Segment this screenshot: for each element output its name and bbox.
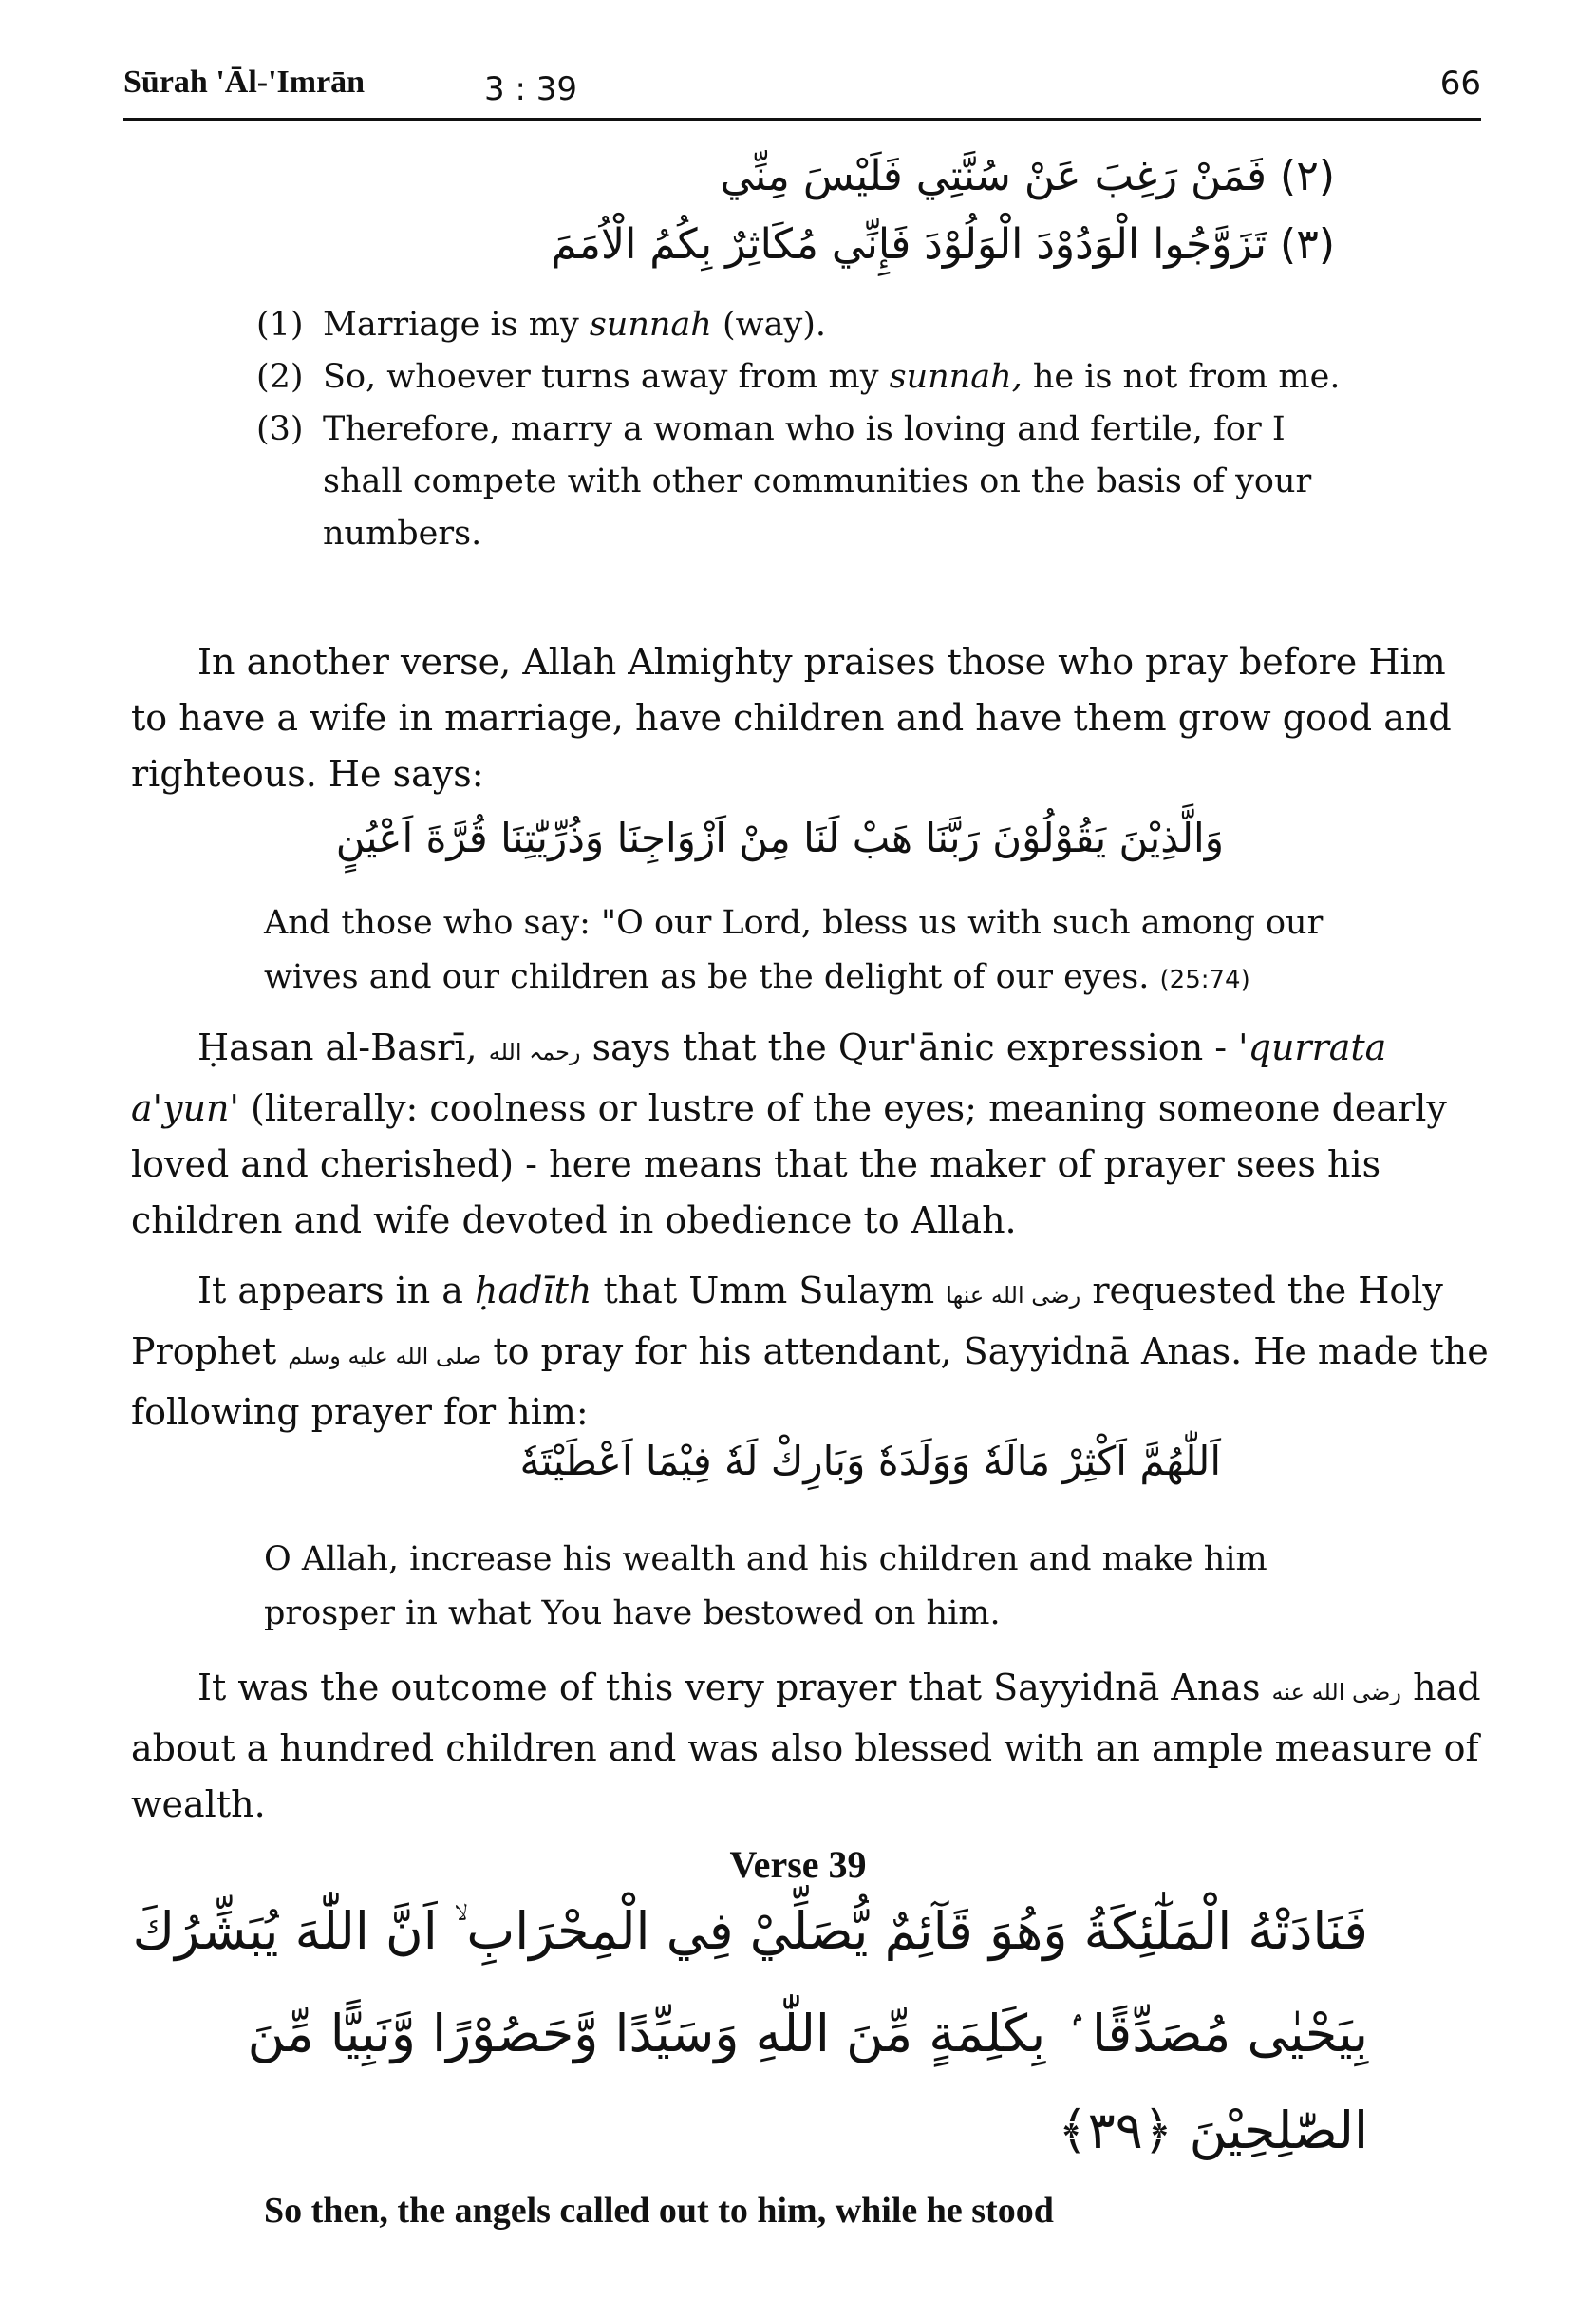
verse-arabic-line-3: الصّٰلِحِيْنَ ﴿٣٩﴾ [1058, 2100, 1368, 2160]
paragraph-text: says that the Qur'ānic expression - [580, 1027, 1239, 1068]
transliteration: 'qurrata a'yun' [131, 1027, 1387, 1129]
verse-arabic-line-2: بِيَحْيٰى مُصَدِّقًا ۢ بِكَلِمَةٍ مِّنَ اللّٰهِ وَسَيِّدًا وَّحَصُوْرًا وَّنَبِيًّا مِّنَ [247, 2004, 1368, 2063]
list-item [256, 404, 1367, 560]
list-italic: sunnah [589, 306, 712, 344]
hadith-arabic-line-2: (٢) فَمَنْ رَغِبَ عَنْ سُنَّتِي فَلَيْسَ مِنِّي [720, 152, 1335, 200]
honorific-arabic: رحمہ الله [488, 1039, 581, 1065]
page-number: 66 [1439, 65, 1481, 103]
list-text: Therefore, marry a woman who is loving and fertile, for I shall compete with other communities on the basis of your numbers. [323, 410, 1312, 553]
translation-text: And those who say: "O our Lord, bless us with such among our wives and our children as be the delight of our eyes. [264, 904, 1324, 996]
honorific-arabic: صلی الله علیه وسلم [288, 1343, 482, 1369]
paragraph-text: (literally: coolness or lustre of the eyes; meaning someone dearly loved and cherished) - here means that the maker of prayer sees his children and wife devoted in obedience to Allah. [131, 1087, 1447, 1241]
verse-heading: Verse 39 [729, 1843, 867, 1886]
term-hadith: ḥadīth [475, 1270, 592, 1311]
honorific-arabic: رضی الله عنها [946, 1282, 1081, 1309]
quran-translation-25-74 [264, 896, 1413, 1008]
list-text: (way). [711, 306, 827, 344]
dua-arabic: اَللّٰهُمَّ اَكْثِرْ مَالَهٗ وَوَلَدَهٗ وَبَارِكْ لَهٗ فِيْمَا اَعْطَيْتَهٗ [519, 1438, 1221, 1484]
list-item [256, 351, 1367, 404]
paragraph-1 [131, 634, 1489, 802]
paragraph-text: to pray for his attendant, Sayyidnā Anas. He made the following prayer for him: [131, 1330, 1489, 1433]
paragraph-text: It appears in a [197, 1270, 475, 1311]
paragraph-text: that Umm Sulaym [591, 1270, 947, 1311]
running-header [123, 59, 1481, 116]
list-text: So, whoever turns away from my [323, 358, 890, 396]
paragraph-text: had about a hundred children and was also blessed with an ample measure of wealth. [131, 1667, 1481, 1825]
paragraph-text: In another verse, Allah Almighty praises those who pray before Him to have a wife in marriage, have children and have them grow good and righteous. He says: [131, 641, 1452, 795]
quran-arabic-25-74: وَالَّذِيْنَ يَقُوْلُوْنَ رَبَّنَا هَبْ لَنَا مِنْ اَزْوَاجِنَا وَذُرِّيّٰتِنَا قُرَّةَ اَعْيُنٍ [335, 815, 1224, 861]
verse-reference: 3 : 39 [484, 70, 577, 108]
list-italic: sunnah, [889, 358, 1023, 396]
honorific-arabic: رضی الله عنه [1271, 1679, 1401, 1705]
list-number: (3) [256, 410, 304, 448]
translation-text: O Allah, increase his wealth and his children and make him prosper in what You have bestowed on him. [264, 1540, 1267, 1632]
hadith-arabic-line-3: (٣) تَزَوَّجُوا الْوَدُوْدَ الْوَلُوْدَ فَإِنِّي مُكَاثِرٌ بِكُمُ الْاُمَمَ [551, 220, 1335, 269]
person-name: Ḥasan al-Basrī, [197, 1027, 478, 1068]
paragraph-2 [131, 1020, 1489, 1249]
paragraph-text: requested the Holy Prophet [131, 1270, 1443, 1372]
list-number: (2) [256, 358, 304, 396]
dua-translation [264, 1533, 1384, 1641]
quran-reference: (25:74) [1159, 966, 1250, 994]
list-text: he is not from me. [1022, 358, 1341, 396]
header-rule [123, 118, 1481, 121]
list-number: (1) [256, 306, 304, 344]
list-item [256, 299, 1367, 351]
surah-title: Sūrah 'Āl-'Imrān [123, 65, 366, 100]
list-text: Marriage is my [323, 306, 590, 344]
paragraph-3 [131, 1263, 1489, 1441]
paragraph-4 [131, 1660, 1489, 1833]
verse-translation: So then, the angels called out to him, while he stood [264, 2191, 1054, 2231]
paragraph-text: It was the outcome of this very prayer that Sayyidnā Anas [197, 1667, 1272, 1708]
verse-arabic-line-1: فَنَادَتْهُ الْمَلٰٓئِكَةُ وَهُوَ قَآئِمٌ يُّصَلِّيْ فِي الْمِحْرَابِ ۙ اَنَّ اللّٰهَ يُبَشِّرُكَ [132, 1901, 1368, 1961]
hadith-translation-list [256, 299, 1367, 560]
